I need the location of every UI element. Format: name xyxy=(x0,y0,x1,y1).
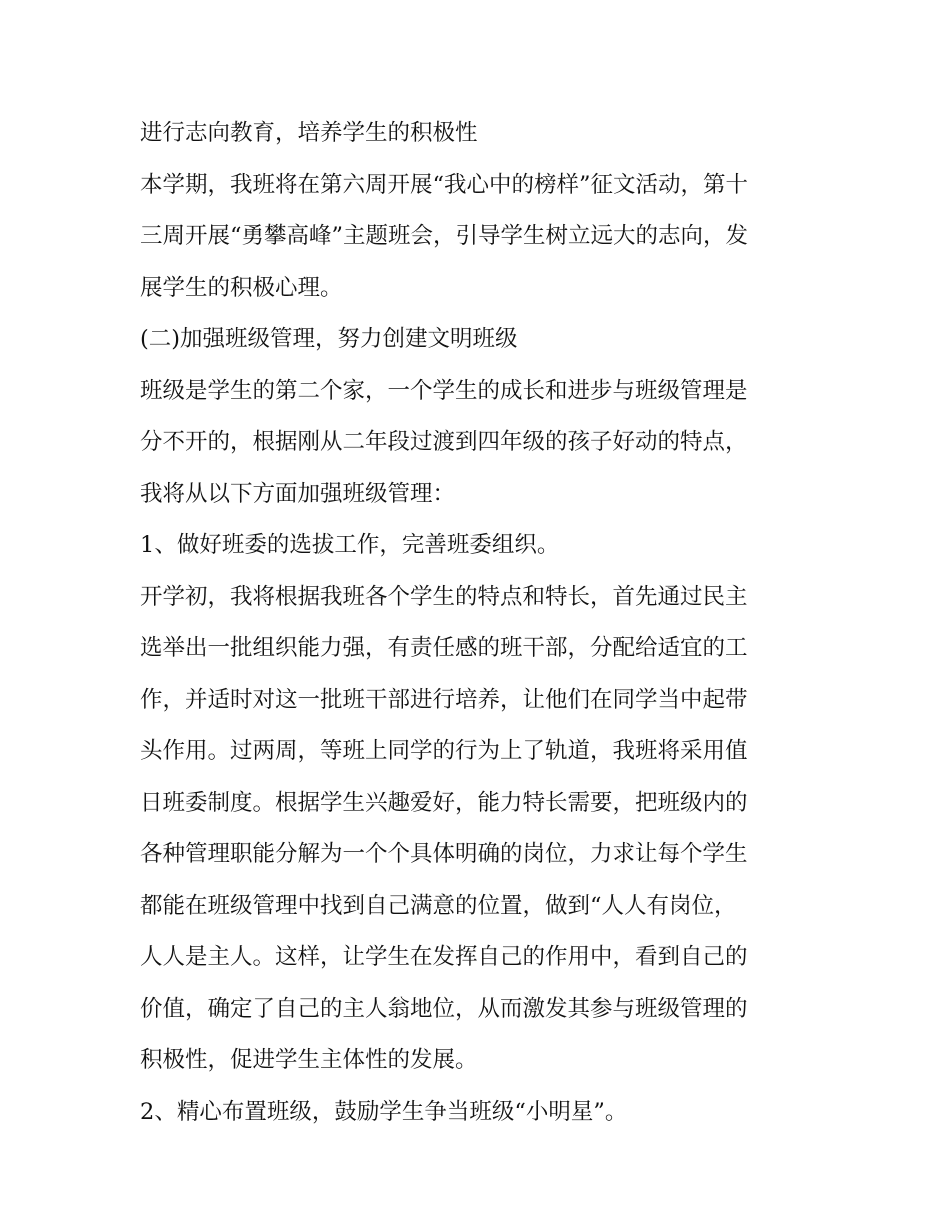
section-heading: (二)加强班级管理，努力创建文明班级 xyxy=(140,326,518,352)
paragraph-line: 分不开的，根据刚从二年段过渡到四年级的孩子好动的特点， xyxy=(140,429,748,455)
paragraph-line: 各种管理职能分解为一个个具体明确的岗位，力求让每个学生 xyxy=(140,841,748,867)
paragraph-line: 日班委制度。根据学生兴趣爱好，能力特长需要，把班级内的 xyxy=(140,789,748,816)
list-item-heading: 2、精心布置班级，鼓励学生争当班级“小明星”。 xyxy=(140,1098,628,1125)
paragraph-line: 头作用。过两周，等班上同学的行为上了轨道，我班将采用值 xyxy=(140,738,748,764)
paragraph-line: 班级是学生的第二个家，一个学生的成长和进步与班级管理是 xyxy=(140,377,748,404)
paragraph-line: 人人是主人。这样，让学生在发挥自己的作用中，看到自己的 xyxy=(140,944,748,970)
paragraph-line: 积极性，促进学生主体性的发展。 xyxy=(140,1047,478,1073)
section-heading: 进行志向教育，培养学生的积极性 xyxy=(140,120,478,146)
paragraph-line: 我将从以下方面加强班级管理： xyxy=(140,480,456,507)
paragraph-line: 本学期，我班将在第六周开展“我心中的榜样”征文活动，第十 xyxy=(140,171,749,198)
paragraph-line: 作，并适时对这一批班干部进行培养，让他们在同学当中起带 xyxy=(140,686,748,713)
paragraph-line: 都能在班级管理中找到自己满意的位置，做到“人人有岗位， xyxy=(140,892,737,919)
paragraph-line: 展学生的积极心理。 xyxy=(140,274,343,301)
paragraph-line: 开学初，我将根据我班各个学生的特点和特长，首先通过民主 xyxy=(140,583,748,610)
paragraph-line: 三周开展“勇攀高峰”主题班会，引导学生树立远大的志向，发 xyxy=(140,223,749,249)
paragraph-line: 价值，确定了自己的主人翁地位，从而激发其参与班级管理的 xyxy=(140,995,748,1022)
paragraph-line: 选举出一批组织能力强，有责任感的班干部，分配给适宜的工 xyxy=(140,635,748,661)
body-text xyxy=(140,108,830,1138)
list-item-heading: 1、做好班委的选拔工作，完善班委组织。 xyxy=(140,532,560,558)
